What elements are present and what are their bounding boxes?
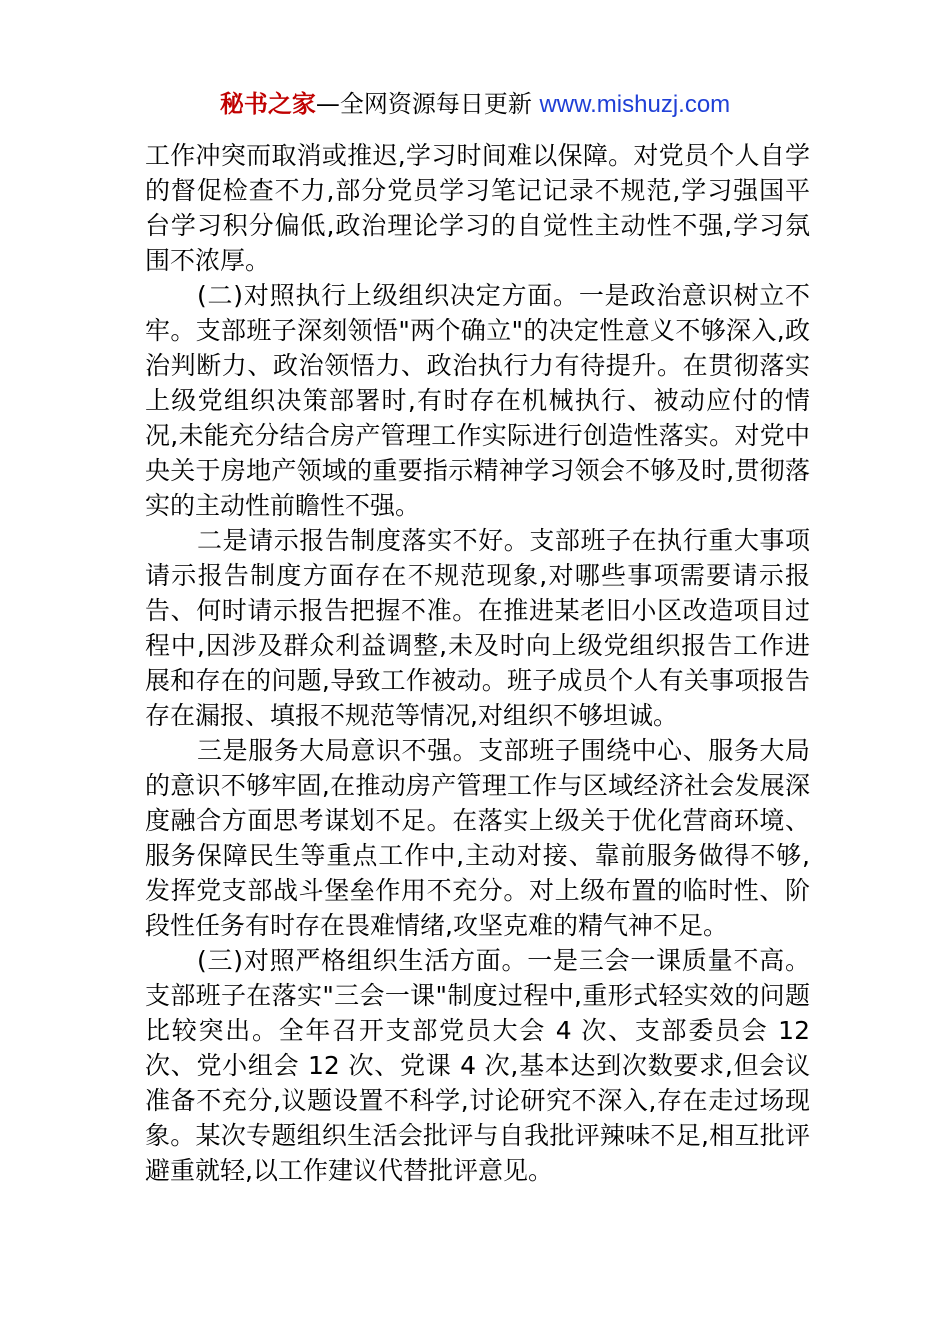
paragraph-report-system: 二是请示报告制度落实不好。支部班子在执行重大事项请示报告制度方面存在不规范现象,对哪些事项需要请示报告、何时请示报告把握不准。在推进某老旧小区改造项目过程中,因涉及群众利益调整,未及时向上级党组织报告工作进展和存在的问题,导致工作被动。班子成员个人有关事项报告存在漏报、填报不规范等情况,对组织不够坦诚。 (145, 526, 810, 730)
page-header (0, 86, 950, 123)
paragraph-section-two: (二)对照执行上级组织决定方面。一是政治意识树立不牢。支部班子深刻领悟"两个确立"的决定性意义不够深入,政治判断力、政治领悟力、政治执行力有待提升。在贯彻落实上级党组织决策部署时,有时存在机械执行、被动应付的情况,未能充分结合房产管理工作实际进行创造性落实。对党中央关于房地产领域的重要指示精神学习领会不够及时,贯彻落实的主动性前瞻性不强。 (145, 281, 810, 520)
paragraph-continued: 工作冲突而取消或推迟,学习时间难以保障。对党员个人自学的督促检查不力,部分党员学习笔记记录不规范,学习强国平台学习积分偏低,政治理论学习的自觉性主动性不强,学习氛围不浓厚。 (145, 141, 810, 275)
brand-name: 秘书之家 (219, 90, 316, 118)
paragraph-section-three: (三)对照严格组织生活方面。一是三会一课质量不高。支部班子在落实"三会一课"制度过程中,重形式轻实效的问题比较突出。全年召开支部党员大会 4 次、支部委员会 12 次、党小组会 12 次、党课 4 次,基本达到次数要求,但会议准备不充分,议题设置不科学,讨论研究不深入,存在走过场现象。某次专题组织生活会批评与自我批评辣味不足,相互批评避重就轻,以工作建议代替批评意见。 (145, 946, 810, 1185)
paragraph-service-overall: 三是服务大局意识不强。支部班子围绕中心、服务大局的意识不够牢固,在推动房产管理工作与区域经济社会发展深度融合方面思考谋划不足。在落实上级关于优化营商环境、服务保障民生等重点工作中,主动对接、靠前服务做得不够,发挥党支部战斗堡垒作用不充分。对上级布置的临时性、阶段性任务有时存在畏难情绪,攻坚克难的精气神不足。 (145, 736, 810, 940)
site-url-link[interactable]: www.mishuzj.com (539, 91, 731, 118)
header-slogan: —全网资源每日更新 (315, 90, 540, 118)
document-body (145, 138, 810, 1188)
